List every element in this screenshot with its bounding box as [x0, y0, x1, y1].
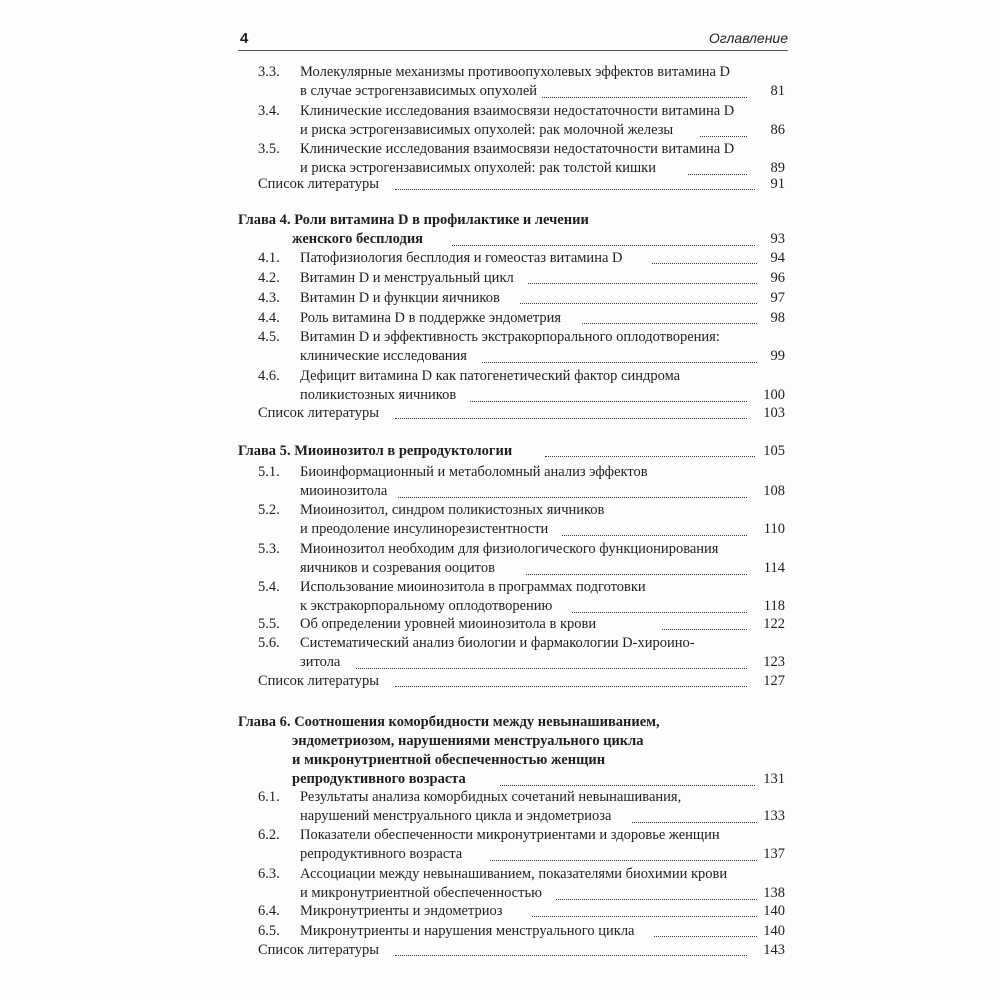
section-title-line: к экстракорпоральному оплодотворению	[300, 598, 553, 614]
page-ref: 103	[763, 405, 785, 421]
page-ref: 122	[763, 616, 785, 632]
section-title-line: Миоинозитол необходим для физиологического функционирования	[300, 541, 719, 557]
section-number: 5.2.	[258, 502, 280, 518]
section-title-line: Клинические исследования взаимосвязи недостаточности витамина D	[300, 141, 735, 157]
section-number: 3.4.	[258, 103, 280, 119]
page-ref: 94	[770, 250, 785, 266]
section-title-line: в случае эстрогензависимых опухолей	[300, 83, 538, 99]
dot-leader	[452, 245, 755, 246]
section-number: 6.3.	[258, 866, 280, 882]
page-ref: 131	[763, 771, 785, 787]
section-number: 5.1.	[258, 464, 280, 480]
chapter-title-line: женского бесплодия	[292, 231, 424, 247]
chapter-label: Глава 4	[238, 212, 287, 228]
chapter-title-line: и микронутриентной обеспеченностью женщин	[292, 752, 606, 768]
section-title-line: Биоинформационный и метаболомный анализ эффектов	[300, 464, 648, 480]
page-ref: 140	[763, 903, 785, 919]
dot-leader	[395, 686, 747, 687]
dot-leader	[470, 401, 747, 402]
dot-leader	[582, 323, 757, 324]
chapter-title-line: репродуктивного возраста	[292, 771, 466, 787]
dot-leader	[700, 136, 747, 137]
page-ref: 143	[763, 942, 785, 958]
dot-leader	[652, 263, 757, 264]
section-title-line: и риска эстрогензависимых опухолей: рак толстой кишки	[300, 160, 656, 176]
section-title-line: Использование миоинозитола в программах подготовки	[300, 579, 646, 595]
dot-leader	[662, 629, 747, 630]
literature-label: Список литературы	[258, 405, 380, 421]
section-title-line: и микронутриентной обеспеченностью	[300, 885, 542, 901]
page-ref: 105	[763, 443, 785, 459]
chapter-label: Глава 5	[238, 443, 287, 459]
page-ref: 100	[763, 387, 785, 403]
section-title-line: Роль витамина D в поддержке эндометрия	[300, 310, 562, 326]
page-ref: 98	[770, 310, 785, 326]
dot-leader	[562, 535, 747, 536]
dot-leader	[398, 497, 747, 498]
page-ref: 108	[763, 483, 785, 499]
section-title-line: Молекулярные механизмы противоопухолевых эффектов витамина D	[300, 64, 731, 80]
chapter-title-line: Соотношения коморбидности между невынашиванием,	[294, 714, 660, 730]
section-title-line: репродуктивного возраста	[300, 846, 463, 862]
chapter-title-line: эндометриозом, нарушениями менструального цикла	[292, 733, 644, 749]
dot-leader	[482, 362, 757, 363]
section-title-line: и риска эстрогензависимых опухолей: рак молочной железы	[300, 122, 674, 138]
dot-leader	[490, 860, 757, 861]
dot-leader	[688, 174, 747, 175]
section-title-line: Микронутриенты и эндометриоз	[300, 903, 503, 919]
section-number: 5.3.	[258, 541, 280, 557]
dot-leader	[500, 785, 755, 786]
section-number: 6.5.	[258, 923, 280, 939]
dot-leader	[532, 916, 757, 917]
section-title-line: яичников и созревания ооцитов	[300, 560, 495, 576]
section-title-line: Витамин D и эффективность экстракорпорального оплодотворения:	[300, 329, 720, 345]
dot-leader	[526, 574, 747, 575]
section-title-line: поликистозных яичников	[300, 387, 457, 403]
page-ref: 118	[763, 598, 785, 614]
dot-leader	[572, 612, 747, 613]
section-title-line: Ассоциации между невынашиванием, показателями биохимии крови	[300, 866, 728, 882]
page-ref: 133	[763, 808, 785, 824]
page-ref: 138	[763, 885, 785, 901]
section-number: 3.5.	[258, 141, 280, 157]
dot-leader	[520, 303, 757, 304]
page-ref: 123	[763, 654, 785, 670]
page-ref: 99	[770, 348, 785, 364]
section-title-line: Результаты анализа коморбидных сочетаний невынашивания,	[300, 789, 682, 805]
page-ref: 91	[770, 176, 785, 192]
page-ref: 137	[763, 846, 785, 862]
page-number: 4	[240, 30, 249, 47]
section-number: 4.6.	[258, 368, 280, 384]
running-title: Оглавление	[708, 30, 788, 46]
dot-leader	[556, 899, 757, 900]
literature-label: Список литературы	[258, 673, 380, 689]
section-number: 6.1.	[258, 789, 280, 805]
page-ref: 110	[763, 521, 785, 537]
page-ref: 96	[770, 270, 785, 286]
dot-leader	[395, 955, 747, 956]
page-ref: 97	[770, 290, 785, 306]
section-number: 4.4.	[258, 310, 280, 326]
chapter-title-line: Миоинозитол в репродуктологии	[294, 443, 513, 459]
section-title-line: Патофизиология бесплодия и гомеостаз витамина D	[300, 250, 623, 266]
page-ref: 93	[770, 231, 785, 247]
section-number: 5.4.	[258, 579, 280, 595]
section-number: 5.6.	[258, 635, 280, 651]
page-ref: 114	[763, 560, 785, 576]
page-ref: 140	[763, 923, 785, 939]
section-number: 4.3.	[258, 290, 280, 306]
literature-label: Список литературы	[258, 176, 380, 192]
section-title-line: Дефицит витамина D как патогенетический фактор синдрома	[300, 368, 681, 384]
section-title-line: Систематический анализ биологии и фармакологии D-хироино-	[300, 635, 695, 651]
section-title-line: Витамин D и менструальный цикл	[300, 270, 514, 286]
section-number: 4.5.	[258, 329, 280, 345]
section-title-line: зитола	[300, 654, 341, 670]
section-title-line: Витамин D и функции яичников	[300, 290, 500, 306]
page-ref: 86	[770, 122, 785, 138]
section-number: 3.3.	[258, 64, 280, 80]
dot-leader	[632, 822, 757, 823]
section-title-line: Об определении уровней миоинозитола в крови	[300, 616, 597, 632]
dot-leader	[542, 97, 747, 98]
chapter-heading: Глава 4. Роли витамина D в профилактике и лечении	[238, 212, 589, 228]
chapter-heading: Глава 6. Соотношения коморбидности между невынашиванием,	[238, 714, 660, 730]
dot-leader	[395, 189, 755, 190]
section-title-line: Показатели обеспеченности микронутриентами и здоровье женщин	[300, 827, 720, 843]
page-ref: 127	[763, 673, 785, 689]
section-number: 5.5.	[258, 616, 280, 632]
literature-label: Список литературы	[258, 942, 380, 958]
section-title-line: Миоинозитол, синдром поликистозных яичников	[300, 502, 605, 518]
section-title-line: миоинозитола	[300, 483, 388, 499]
dot-leader	[356, 668, 747, 669]
section-title-line: нарушений менструального цикла и эндометриоза	[300, 808, 612, 824]
section-number: 4.1.	[258, 250, 280, 266]
section-title-line: Клинические исследования взаимосвязи недостаточности витамина D	[300, 103, 735, 119]
page-ref: 89	[770, 160, 785, 176]
chapter-heading: Глава 5. Миоинозитол в репродуктологии	[238, 443, 513, 459]
dot-leader	[395, 418, 747, 419]
chapter-title-line: Роли витамина D в профилактике и лечении	[294, 212, 589, 228]
page-ref: 81	[770, 83, 785, 99]
section-number: 6.4.	[258, 903, 280, 919]
dot-leader	[528, 283, 757, 284]
chapter-label: Глава 6	[238, 714, 287, 730]
section-number: 4.2.	[258, 270, 280, 286]
section-title-line: и преодоление инсулинорезистентности	[300, 521, 549, 537]
section-title-line: клинические исследования	[300, 348, 467, 364]
section-title-line: Микронутриенты и нарушения менструального цикла	[300, 923, 635, 939]
dot-leader	[654, 936, 757, 937]
dot-leader	[545, 456, 755, 457]
section-number: 6.2.	[258, 827, 280, 843]
